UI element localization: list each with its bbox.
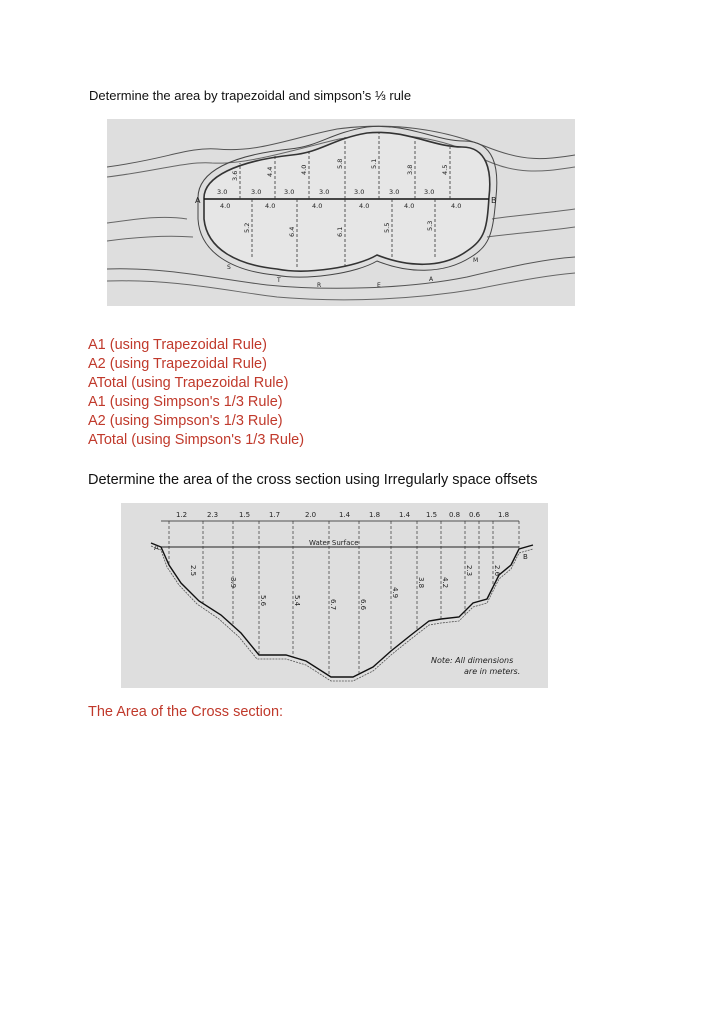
question-2: Determine the area of the cross section using Irregularly space offsets xyxy=(88,472,538,488)
upper-offset-label: 4.4 xyxy=(266,166,274,177)
lower-interval-label: 4.0 xyxy=(220,202,231,210)
depth-label: 4.9 xyxy=(391,587,399,599)
spacing-label: 1.2 xyxy=(176,511,188,519)
upper-offset-label: 4.0 xyxy=(300,164,308,175)
lower-interval-label: 4.0 xyxy=(312,202,323,210)
depth-label: 2.5 xyxy=(189,565,197,577)
spacing-label: 1.5 xyxy=(239,511,251,519)
spacing-label: 1.5 xyxy=(426,511,438,519)
lower-offset-label: 5.5 xyxy=(383,222,391,233)
stream-letter: S xyxy=(227,264,231,271)
point-a-label: A xyxy=(154,544,159,552)
spacing-label: 1.8 xyxy=(369,511,381,519)
lower-offset-label: 5.2 xyxy=(243,222,251,233)
depth-label: 6.6 xyxy=(359,599,367,611)
cross-section-figure xyxy=(121,503,548,688)
stream-letter: M xyxy=(473,257,479,264)
upper-offset-label: 5.1 xyxy=(370,158,378,169)
upper-offset-label: 3.6 xyxy=(231,170,239,181)
stream-offsets-figure xyxy=(107,119,575,306)
answers-list-1 xyxy=(88,336,304,450)
answer-line: ATotal (using Simpson's 1/3 Rule) xyxy=(88,432,305,448)
upper-offset-label: 3.8 xyxy=(406,164,414,175)
spacing-label: 0.8 xyxy=(449,511,461,519)
lower-interval-label: 4.0 xyxy=(451,202,462,210)
depth-label: 3.9 xyxy=(229,577,237,589)
stream-letter: R xyxy=(317,282,322,289)
spacing-label: 2.3 xyxy=(207,511,219,519)
depth-label: 3.8 xyxy=(417,577,425,589)
spacing-label: 1.4 xyxy=(399,511,411,519)
depth-label: 5.6 xyxy=(259,595,267,607)
upper-interval-label: 3.0 xyxy=(354,188,365,196)
stream-letter: A xyxy=(429,276,434,283)
lower-interval-label: 4.0 xyxy=(265,202,276,210)
water-surface-label: Water Surface xyxy=(309,539,359,547)
point-a-label: A xyxy=(195,196,201,205)
upper-interval-label: 3.0 xyxy=(284,188,295,196)
depth-label: 4.2 xyxy=(441,577,449,589)
stream-letter: T xyxy=(277,277,281,284)
spacing-label: 2.0 xyxy=(305,511,317,519)
depth-label: 2.3 xyxy=(465,565,473,577)
spacing-label: 1.8 xyxy=(498,511,510,519)
depth-label: 5.4 xyxy=(293,595,301,607)
depth-label: 6.7 xyxy=(329,599,337,611)
answer-line: A2 (using Trapezoidal Rule) xyxy=(88,356,267,372)
answer-line: A1 (using Trapezoidal Rule) xyxy=(88,337,267,353)
note-line-1: Note: All dimensions xyxy=(431,656,514,665)
upper-interval-label: 3.0 xyxy=(319,188,330,196)
spacing-label: 1.4 xyxy=(339,511,351,519)
lower-offset-label: 5.3 xyxy=(426,220,434,231)
stream-letter: E xyxy=(377,282,381,289)
answer-2: The Area of the Cross section: xyxy=(88,704,284,720)
upper-interval-label: 3.0 xyxy=(217,188,228,196)
spacing-label: 1.7 xyxy=(269,511,281,519)
lower-interval-label: 4.0 xyxy=(404,202,415,210)
point-b-label: B xyxy=(491,196,497,205)
upper-offset-label: 4.5 xyxy=(441,164,449,175)
upper-interval-label: 3.0 xyxy=(389,188,400,196)
spacing-label: 0.6 xyxy=(469,511,481,519)
answer-line: ATotal (using Trapezoidal Rule) xyxy=(88,375,289,391)
point-b-label: B xyxy=(523,553,528,561)
note-line-2: are in meters. xyxy=(464,667,521,676)
upper-offset-label: 5.8 xyxy=(336,158,344,169)
upper-interval-label: 3.0 xyxy=(424,188,435,196)
answer-line: A2 (using Simpson's 1/3 Rule) xyxy=(88,413,283,429)
lower-offset-label: 6.4 xyxy=(288,226,296,237)
depth-label: 2.6 xyxy=(493,565,501,577)
answer-line: A1 (using Simpson's 1/3 Rule) xyxy=(88,394,283,410)
upper-interval-label: 3.0 xyxy=(251,188,262,196)
lower-offset-label: 6.1 xyxy=(336,226,344,237)
question-1: Determine the area by trapezoidal and simpson’s ⅓ rule xyxy=(89,88,412,103)
lower-interval-label: 4.0 xyxy=(359,202,370,210)
